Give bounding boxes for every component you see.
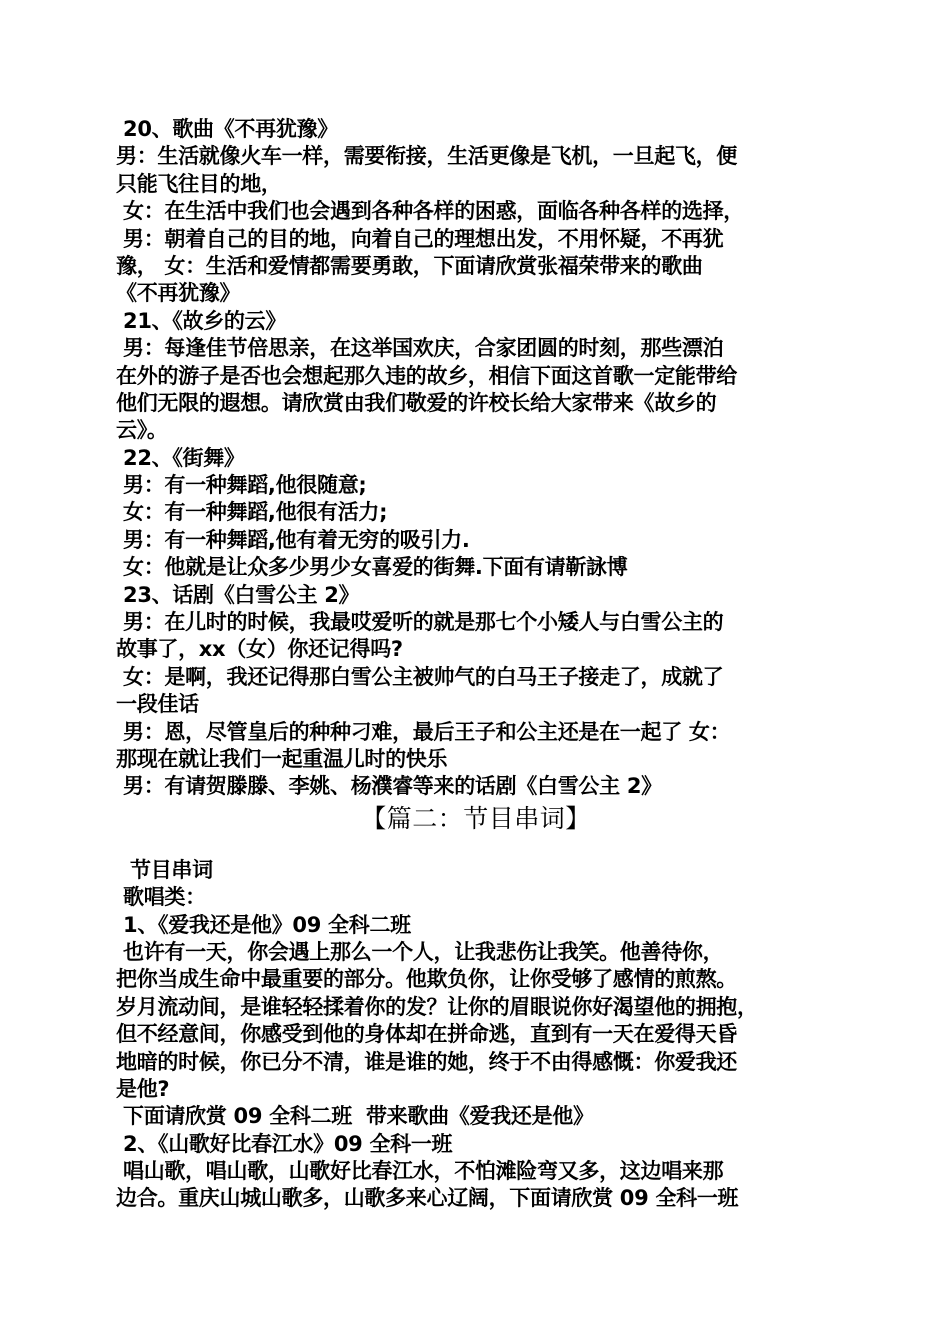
program-heading-22: 22、《街舞》: [116, 445, 245, 470]
section-title: 【篇二：节目串词】: [361, 803, 591, 833]
text-line: 女：是啊，我还记得那白雪公主被帅气的白马王子接走了，成就了: [116, 664, 724, 689]
text-line: 男：朝着自己的目的地，向着自己的理想出发，不用怀疑，不再犹: [116, 226, 724, 251]
text-line: 边合。重庆山城山歌多，山歌多来心辽阔，下面请欣赏 09 全科一班: [116, 1186, 739, 1211]
text-line: 把你当成生命中最重要的部分。他欺负你，让你受够了感情的煎熬。: [116, 967, 737, 992]
text-line: 地暗的时候，你已分不清，谁是谁的她，终于不由得感慨：你爱我还: [116, 1049, 737, 1074]
program-heading-2: 2、《山歌好比春江水》09 全科一班: [116, 1131, 453, 1156]
program-heading-21: 21、《故乡的云》: [116, 308, 287, 333]
text-line: 只能飞往目的地，: [116, 171, 282, 196]
text-line: 男：在儿时的时候，我最哎爱听的就是那七个小矮人与白雪公主的: [116, 610, 724, 635]
text-line: 唱山歌，唱山歌，山歌好比春江水，不怕滩险弯又多，这边唱来那: [116, 1159, 724, 1184]
text-line: 男：有请贺滕滕、李姚、杨濮睿等来的话剧《白雪公主 2》: [116, 774, 662, 799]
text-line: 男：有一种舞蹈,他很随意;: [116, 473, 367, 498]
text-line: 女：有一种舞蹈,他很有活力;: [116, 500, 388, 525]
subsection-heading: 节目串词: [116, 857, 213, 882]
program-heading-1: 1、《爱我还是他》09 全科二班: [116, 912, 411, 937]
text-line: 下面请欣赏 09 全科二班 带来歌曲《爱我还是他》: [116, 1104, 594, 1129]
category-heading: 歌唱类：: [116, 885, 206, 910]
text-line: 也许有一天，你会遇上那么一个人，让我悲伤让我笑。他善待你，: [116, 939, 724, 964]
program-heading-23: 23、话剧《白雪公主 2》: [116, 582, 360, 607]
document-body: [116, 116, 836, 1213]
text-line: 男：每逢佳节倍思亲，在这举国欢庆，合家团圆的时刻，那些漂泊: [116, 336, 724, 361]
text-line: 男：恩，尽管皇后的种种刁难，最后王子和公主还是在一起了 女：: [116, 719, 731, 744]
program-script-part-one: [116, 116, 836, 801]
program-script-part-two: [116, 857, 836, 1213]
text-line: 是他?: [116, 1076, 170, 1101]
text-line: 《不再犹豫》: [116, 281, 241, 306]
text-line: 男：生活就像火车一样，需要衔接，生活更像是飞机，一旦起飞，便: [116, 144, 737, 169]
text-line: 女：在生活中我们也会遇到各种各样的困惑，面临各种各样的选择，: [116, 199, 745, 224]
text-line: 男：有一种舞蹈,他有着无穷的吸引力.: [116, 527, 470, 552]
text-line: 岁月流动间，是谁轻轻揉着你的发？让你的眉眼说你好渴望他的拥抱，: [116, 994, 758, 1019]
spacer: [116, 845, 836, 857]
text-line: 那现在就让我们一起重温儿时的快乐: [116, 746, 448, 771]
text-line: 一段佳话: [116, 692, 199, 717]
text-line: 在外的游子是否也会想起那久违的故乡，相信下面这首歌一定能带给: [116, 363, 737, 388]
text-line: 女：他就是让众多少男少女喜爱的街舞.下面有请靳詠博: [116, 555, 628, 580]
text-line: 云》。: [116, 418, 168, 443]
text-line: 故事了，xx（女）你还记得吗?: [116, 637, 403, 662]
text-line: 他们无限的遐想。请欣赏由我们敬爱的许校长给大家带来《故乡的: [116, 390, 717, 415]
text-line: 豫， 女：生活和爱情都需要勇敢，下面请欣赏张福荣带来的歌曲: [116, 253, 703, 278]
text-line: 但不经意间，你感受到他的身体却在拼命逃，直到有一天在爱得天昏: [116, 1022, 737, 1047]
program-heading-20: 20、歌曲《不再犹豫》: [116, 117, 338, 141]
